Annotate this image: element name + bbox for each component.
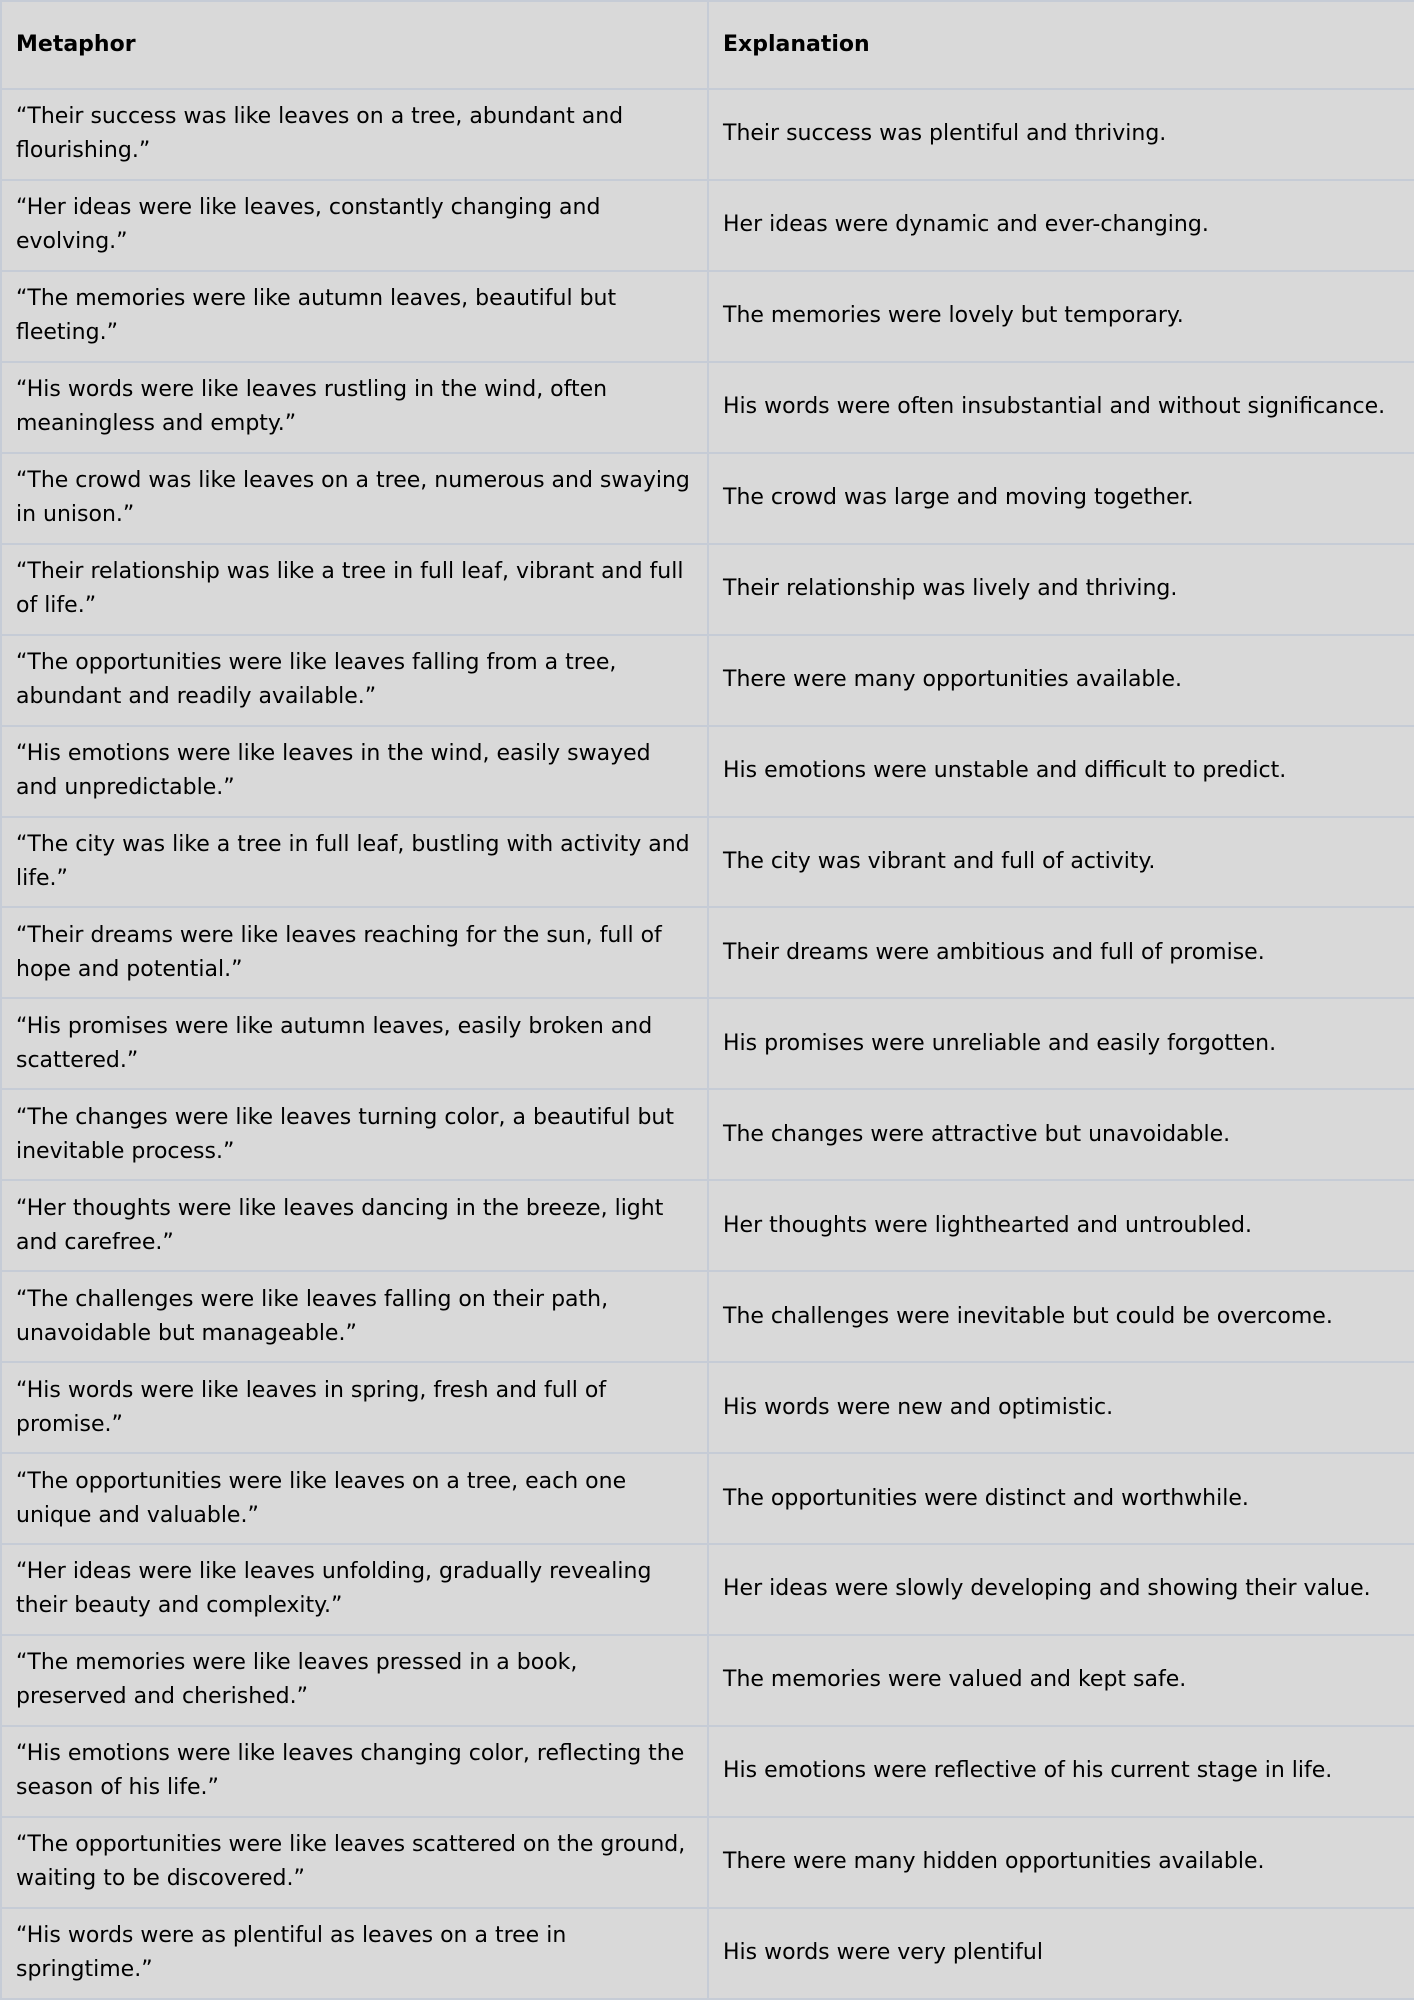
table-row bbox=[1, 544, 1414, 635]
header-metaphor: Metaphor bbox=[1, 1, 708, 89]
table-row bbox=[1, 1089, 1414, 1180]
metaphor-cell: “Her ideas were like leaves unfolding, gradually revealing their beauty and complexity.” bbox=[1, 1544, 708, 1635]
explanation-cell: His promises were unreliable and easily forgotten. bbox=[708, 998, 1414, 1089]
metaphor-cell: “The opportunities were like leaves on a tree, each one unique and valuable.” bbox=[1, 1453, 708, 1544]
explanation-cell: His words were new and optimistic. bbox=[708, 1362, 1414, 1453]
explanation-cell: Her thoughts were lighthearted and untroubled. bbox=[708, 1180, 1414, 1271]
table-row bbox=[1, 817, 1414, 908]
table-row bbox=[1, 362, 1414, 453]
metaphor-cell: “Her ideas were like leaves, constantly changing and evolving.” bbox=[1, 180, 708, 271]
explanation-cell: The changes were attractive but unavoidable. bbox=[708, 1089, 1414, 1180]
metaphor-cell: “The challenges were like leaves falling on their path, unavoidable but manageable.” bbox=[1, 1271, 708, 1362]
header-explanation: Explanation bbox=[708, 1, 1414, 89]
explanation-cell: His words were often insubstantial and without significance. bbox=[708, 362, 1414, 453]
table-header bbox=[1, 1, 1414, 89]
table-row bbox=[1, 180, 1414, 271]
explanation-cell: The crowd was large and moving together. bbox=[708, 453, 1414, 544]
explanation-cell: The opportunities were distinct and worthwhile. bbox=[708, 1453, 1414, 1544]
metaphor-cell: “The changes were like leaves turning color, a beautiful but inevitable process.” bbox=[1, 1089, 708, 1180]
table-row bbox=[1, 907, 1414, 998]
explanation-cell: There were many opportunities available. bbox=[708, 635, 1414, 726]
explanation-cell: Their dreams were ambitious and full of promise. bbox=[708, 907, 1414, 998]
table-row bbox=[1, 635, 1414, 726]
explanation-cell: His words were very plentiful bbox=[708, 1908, 1414, 1999]
metaphor-cell: “His words were like leaves in spring, fresh and full of promise.” bbox=[1, 1362, 708, 1453]
explanation-cell: His emotions were reflective of his current stage in life. bbox=[708, 1726, 1414, 1817]
metaphor-cell: “The opportunities were like leaves scattered on the ground, waiting to be discovered.” bbox=[1, 1817, 708, 1908]
metaphor-cell: “The crowd was like leaves on a tree, numerous and swaying in unison.” bbox=[1, 453, 708, 544]
table-row bbox=[1, 726, 1414, 817]
table-row bbox=[1, 1817, 1414, 1908]
explanation-cell: Their relationship was lively and thriving. bbox=[708, 544, 1414, 635]
explanation-cell: There were many hidden opportunities available. bbox=[708, 1817, 1414, 1908]
table-row bbox=[1, 1544, 1414, 1635]
explanation-cell: Their success was plentiful and thriving. bbox=[708, 89, 1414, 180]
explanation-cell: The memories were lovely but temporary. bbox=[708, 271, 1414, 362]
table-row bbox=[1, 1271, 1414, 1362]
table-row bbox=[1, 998, 1414, 1089]
metaphor-cell: “His words were as plentiful as leaves on a tree in springtime.” bbox=[1, 1908, 708, 1999]
table-body bbox=[1, 89, 1414, 1999]
table-row bbox=[1, 89, 1414, 180]
table-row bbox=[1, 1453, 1414, 1544]
metaphor-cell: “His emotions were like leaves in the wind, easily swayed and unpredictable.” bbox=[1, 726, 708, 817]
explanation-cell: Her ideas were slowly developing and showing their value. bbox=[708, 1544, 1414, 1635]
metaphor-cell: “His words were like leaves rustling in the wind, often meaningless and empty.” bbox=[1, 362, 708, 453]
table-row bbox=[1, 1908, 1414, 1999]
table-row bbox=[1, 271, 1414, 362]
metaphor-cell: “Their relationship was like a tree in full leaf, vibrant and full of life.” bbox=[1, 544, 708, 635]
table-row bbox=[1, 453, 1414, 544]
metaphor-cell: “The city was like a tree in full leaf, bustling with activity and life.” bbox=[1, 817, 708, 908]
table-row bbox=[1, 1180, 1414, 1271]
metaphor-cell: “Their dreams were like leaves reaching for the sun, full of hope and potential.” bbox=[1, 907, 708, 998]
metaphor-cell: “Her thoughts were like leaves dancing in the breeze, light and carefree.” bbox=[1, 1180, 708, 1271]
table-row bbox=[1, 1726, 1414, 1817]
explanation-cell: Her ideas were dynamic and ever-changing. bbox=[708, 180, 1414, 271]
table-row bbox=[1, 1635, 1414, 1726]
metaphor-cell: “His emotions were like leaves changing color, reflecting the season of his life.” bbox=[1, 1726, 708, 1817]
metaphor-cell: “The memories were like leaves pressed in a book, preserved and cherished.” bbox=[1, 1635, 708, 1726]
explanation-cell: The memories were valued and kept safe. bbox=[708, 1635, 1414, 1726]
metaphor-cell: “The opportunities were like leaves falling from a tree, abundant and readily available.” bbox=[1, 635, 708, 726]
header-row bbox=[1, 1, 1414, 89]
metaphor-cell: “His promises were like autumn leaves, easily broken and scattered.” bbox=[1, 998, 708, 1089]
explanation-cell: The challenges were inevitable but could be overcome. bbox=[708, 1271, 1414, 1362]
metaphor-cell: “The memories were like autumn leaves, beautiful but fleeting.” bbox=[1, 271, 708, 362]
table-row bbox=[1, 1362, 1414, 1453]
explanation-cell: The city was vibrant and full of activity. bbox=[708, 817, 1414, 908]
metaphor-cell: “Their success was like leaves on a tree, abundant and flourishing.” bbox=[1, 89, 708, 180]
explanation-cell: His emotions were unstable and difficult to predict. bbox=[708, 726, 1414, 817]
